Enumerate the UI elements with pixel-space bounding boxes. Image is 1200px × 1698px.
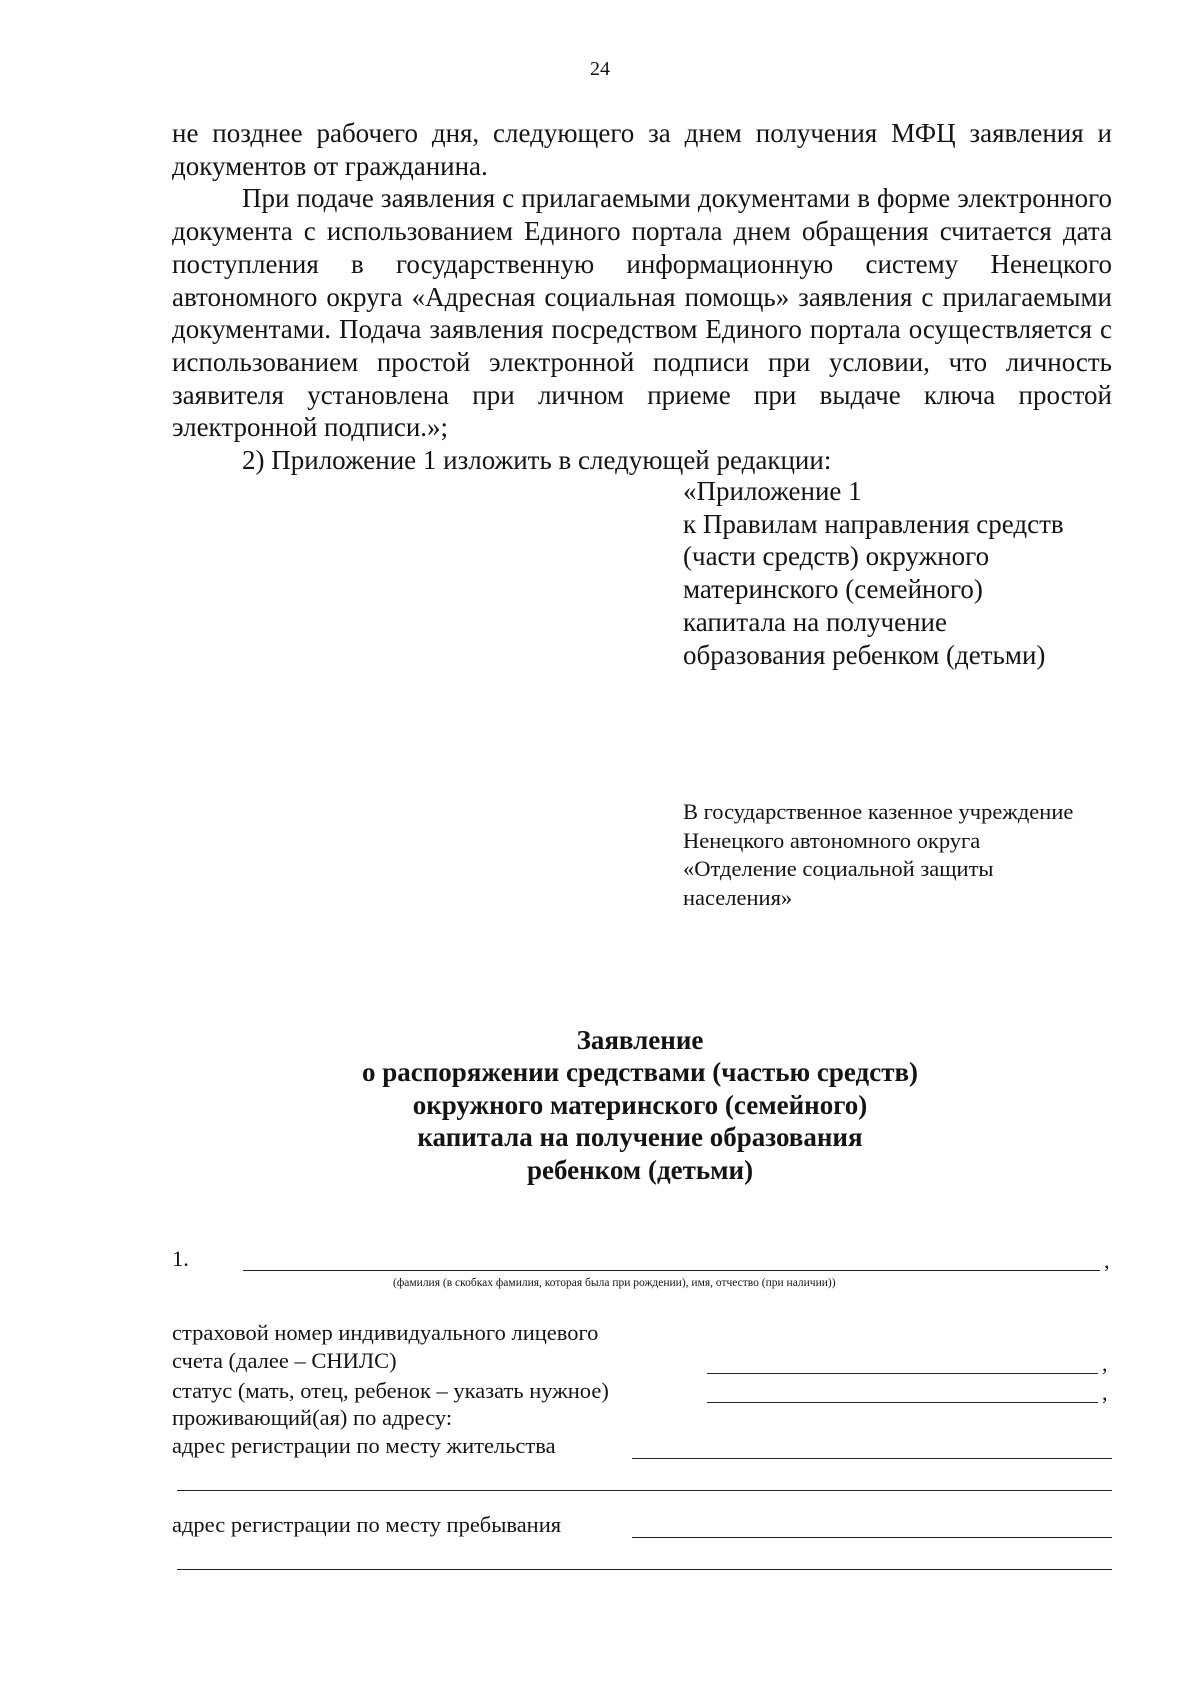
- body-text: [172, 117, 1112, 477]
- item-number: 1.: [172, 1246, 189, 1271]
- recipient-line: В государственное казенное учреждение: [683, 799, 1074, 824]
- reg-stay-field[interactable]: [632, 1537, 1112, 1538]
- comma-mark: ,: [1104, 1248, 1110, 1273]
- page-number: 24: [590, 58, 610, 80]
- full-name-caption: (фамилия (в скобках фамилия, которая была при рождении), имя, отчество (при наличии)): [393, 1277, 836, 1289]
- snils-label-line1: страховой номер индивидуального лицевого: [172, 1320, 599, 1345]
- comma-mark: ,: [1102, 1380, 1108, 1405]
- recipient-line: населения»: [683, 884, 793, 910]
- paragraph-electronic-submission: При подаче заявления с прилагаемыми документами в форме электронного документа с использованием Единого портала днем обращения считается дата поступления в государственную информационную систему Ненецкого автономного округа «Адресная социальная помощь» заявления с прилагаемыми документами. Подача заявления посредством Единого портала осуществляется с использованием простой электронной подписи при условии, что личность заявителя установлена при личном приеме при выдаче ключа простой электронной подписи.»;: [172, 183, 1112, 443]
- snils-label-line2: счета (далее – СНИЛС): [172, 1348, 397, 1373]
- reg-stay-label: адрес регистрации по месту пребывания: [172, 1512, 562, 1537]
- appendix-header: [683, 475, 1064, 671]
- paragraph-continuation: не позднее рабочего дня, следующего за днем получения МФЦ заявления и документов от гражданина.: [172, 118, 1112, 181]
- form-title: [0, 1024, 1200, 1186]
- form-title-line: капитала на получение образования: [417, 1122, 863, 1153]
- appendix-line: к Правилам направления средств: [683, 508, 1064, 539]
- reg-stay-field-continuation[interactable]: [177, 1569, 1112, 1570]
- appendix-line: капитала на получение: [683, 606, 947, 637]
- comma-mark: ,: [1102, 1351, 1108, 1376]
- status-field[interactable]: [707, 1402, 1098, 1403]
- appendix-line: (части средств) окружного: [683, 541, 990, 572]
- recipient-block: [683, 798, 1073, 912]
- appendix-line: «Приложение 1: [683, 476, 862, 506]
- snils-field[interactable]: [707, 1373, 1098, 1374]
- reg-residence-field[interactable]: [632, 1458, 1112, 1459]
- reg-residence-field-continuation[interactable]: [177, 1490, 1112, 1491]
- full-name-field[interactable]: [243, 1270, 1100, 1271]
- form-title-line: ребенком (детьми): [526, 1154, 754, 1185]
- recipient-line: Ненецкого автономного округа: [683, 827, 981, 853]
- recipient-line: «Отделение социальной защиты: [683, 856, 994, 881]
- form-title-line: Заявление: [576, 1025, 704, 1055]
- appendix-line: материнского (семейного): [683, 574, 983, 605]
- residing-label: проживающий(ая) по адресу:: [172, 1405, 453, 1430]
- status-label: статус (мать, отец, ребенок – указать нужное): [172, 1378, 609, 1403]
- form-title-line: окружного материнского (семейного): [412, 1089, 868, 1120]
- form-title-line: о распоряжении средствами (частью средств): [361, 1057, 919, 1088]
- amendment-item-2: 2) Приложение 1 изложить в следующей редакции:: [242, 445, 832, 476]
- appendix-line: образования ребенком (детьми): [683, 639, 1046, 670]
- reg-residence-label: адрес регистрации по месту жительства: [172, 1433, 556, 1458]
